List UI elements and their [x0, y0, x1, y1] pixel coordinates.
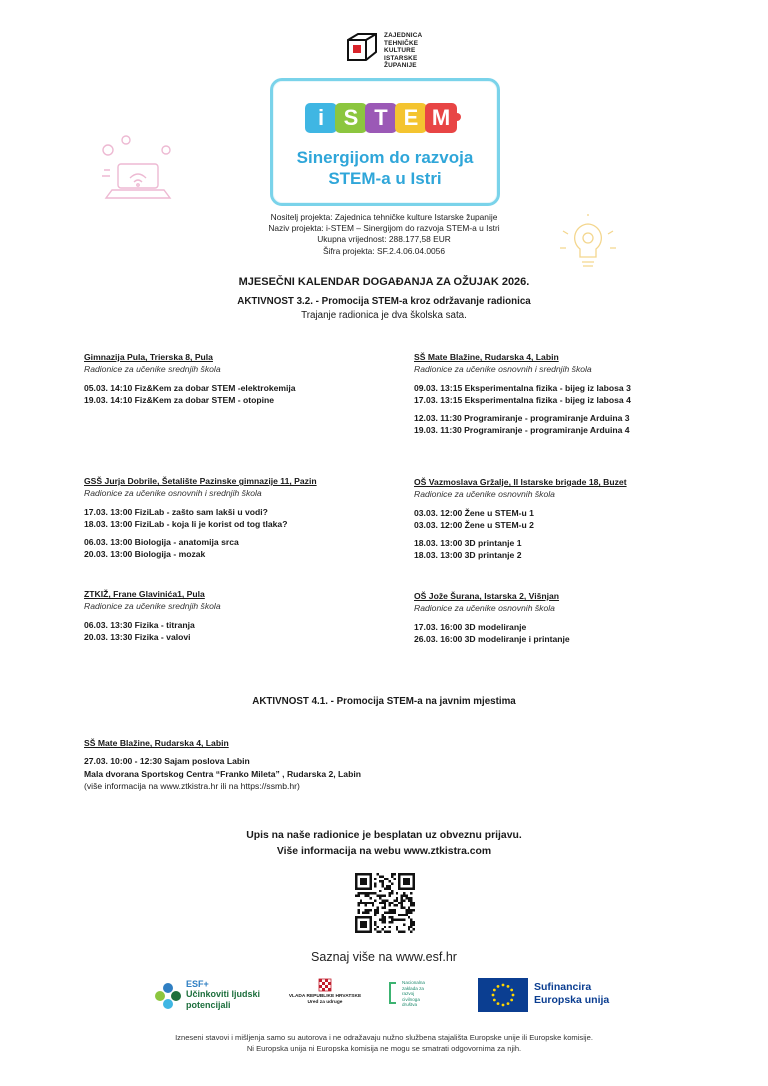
org-logo — [344, 30, 434, 70]
venue-os-joze-surana — [414, 590, 704, 646]
slogan-line: STEM-a u Istri — [328, 169, 442, 188]
eu-logo — [478, 978, 628, 1014]
project-code: Šifra projekta: SF.2.4.06.04.0056 — [323, 245, 445, 256]
eu-flag-icon — [478, 978, 528, 1012]
event-item: 06.03. 13:00 Biologija - anatomija srca — [84, 536, 239, 547]
eu-logo-text: Sufinancira Europska unija — [534, 981, 610, 1006]
event-item: 17.03. 16:00 3D modeliranje — [414, 621, 527, 632]
project-name: Naziv projekta: i-STEM – Sinergijom do razvoja STEM-a u Istri — [268, 223, 500, 234]
esf-flower-icon — [154, 980, 182, 1010]
foundation-bracket-icon — [388, 982, 400, 1004]
event-item: 26.03. 16:00 3D modeliranje i printanje — [414, 634, 570, 645]
puzzle-pieces — [305, 103, 455, 137]
venue-ss-mate-blazine — [414, 351, 704, 436]
event-item: 18.03. 13:00 3D printanje 2 — [414, 550, 522, 561]
venue-description: Radionice za učenike srednjih škola — [84, 601, 221, 612]
foundation-logo — [388, 980, 458, 1012]
activity-heading: AKTIVNOST 3.2. - Promocija STEM-a kroz održavanje radionica — [237, 296, 531, 307]
signup-line: Upis na naše radionice je besplatan uz obveznu prijavu. — [246, 830, 522, 841]
event-item: 05.03. 14:10 Fiz&Kem za dobar STEM -elektrokemija — [84, 382, 296, 393]
page-title: MJESEČNI KALENDAR DOGAĐANJA ZA OŽUJAK 2026. — [238, 276, 530, 288]
more-info-text: (više informacija na www.ztkistra.hr ili na https://ssmb.hr) — [84, 781, 300, 792]
event-item: 17.03. 13:00 FiziLab - zašto sam lakši u vodi? — [84, 506, 268, 517]
government-logo — [286, 978, 364, 1014]
event-item: 20.03. 13:00 Biologija - mozak — [84, 549, 206, 560]
event-item: 18.03. 13:00 3D printanje 1 — [414, 537, 522, 548]
event-item: 20.03. 13:30 Fizika - valovi — [84, 632, 191, 643]
venue-name: GSŠ Jurja Dobrile, Šetalište Pazinske gimnazije 11, Pazin — [84, 476, 317, 486]
event-item: 17.03. 13:15 Eksperimentalna fizika - bijeg iz labosa 4 — [414, 395, 631, 406]
slogan-line: Sinergijom do razvoja — [296, 148, 474, 167]
project-value: Ukupna vrijednost: 288.177,58 EUR — [317, 234, 451, 245]
croatian-coat-of-arms-icon — [318, 978, 332, 992]
venue-sajam-poslova — [84, 737, 504, 793]
istem-logo-card — [270, 78, 500, 206]
venue-description: Radionice za učenike osnovnih i srednjih škola — [414, 364, 592, 375]
event-item: 19.03. 14:10 Fiz&Kem za dobar STEM - otopine — [84, 395, 275, 406]
venue-description: Radionice za učenike osnovnih i srednjih škola — [84, 488, 262, 499]
venue-name: SŠ Mate Blažine, Rudarska 4, Labin — [414, 352, 559, 362]
disclaimer: Izneseni stavovi i mišljenja samo su autorova i ne odražavaju nužno službena stajališta Europske unije ili Europske komisije. Ni Europska unija ni Europska komisija ne mogu se smatrati odgovornima za njih. — [175, 1033, 593, 1053]
foundation-logo-text: Nacionalna zaklada za razvoj civilnoga društva — [402, 980, 425, 1008]
event-item: 03.03. 12:00 Žene u STEM-u 1 — [414, 507, 534, 518]
istem-slogan — [273, 147, 497, 189]
event-item: 03.03. 12:00 Žene u STEM-u 2 — [414, 520, 534, 531]
venue-ztkiz — [84, 588, 374, 644]
venue-name: ZTKIŽ, Frane Glavinića1, Pula — [84, 589, 205, 599]
puzzle-piece: E — [395, 103, 427, 133]
venue-description: Radionice za učenike osnovnih škola — [414, 489, 555, 500]
esf-website-text: Saznaj više na www.esf.hr — [311, 950, 457, 964]
puzzle-piece: T — [365, 103, 397, 133]
event-item: 19.03. 11:30 Programiranje - programiranje Arduina 4 — [414, 425, 630, 436]
puzzle-piece: i — [305, 103, 337, 133]
activity-heading: AKTIVNOST 4.1. - Promocija STEM-a na javnim mjestima — [252, 696, 516, 707]
event-item: 12.03. 11:30 Programiranje - programiranje Arduina 3 — [414, 412, 630, 423]
project-info — [0, 212, 768, 257]
venue-os-vazmoslava-grzalje — [414, 476, 704, 561]
signup-notice — [0, 828, 768, 859]
laptop-illustration — [96, 130, 188, 214]
venue-name: OŠ Jože Šurana, Istarska 2, Višnjan — [414, 591, 560, 601]
event-item: 27.03. 10:00 - 12:30 Sajam poslova Labin — [84, 756, 250, 767]
activity-duration: Trajanje radionica je dva školska sata. — [301, 310, 467, 321]
venue-gss-jurja-dobrile — [84, 475, 384, 560]
venue-description: Radionice za učenike osnovnih škola — [414, 603, 555, 614]
signup-line: Više informacija na webu www.ztkistra.com — [276, 845, 492, 857]
event-item: 06.03. 13:30 Fizika - titranja — [84, 619, 195, 630]
esf-logo-subtitle: Učinkoviti ljudski potencijali — [186, 989, 261, 1010]
venue-name: Gimnazija Pula, Trierska 8, Pula — [84, 352, 213, 362]
venue-name: SŠ Mate Blažine, Rudarska 4, Labin — [84, 738, 229, 748]
cube-logo-icon — [344, 30, 380, 66]
event-item: 18.03. 13:00 FiziLab - koja li je korist od tog tlaka? — [84, 519, 288, 530]
qr-code — [355, 873, 415, 933]
government-logo-text: VLADA REPUBLIKE HRVATSKE Ured za udruge — [288, 994, 362, 1005]
esf-logo — [154, 978, 284, 1014]
event-location: Mala dvorana Sportskog Centra “Franko Mileta” , Rudarska 2, Labin — [84, 768, 361, 779]
venue-name: OŠ Vazmoslava Gržalje, II Istarske brigade 18, Buzet — [414, 477, 627, 487]
event-item: 09.03. 13:15 Eksperimentalna fizika - bijeg iz labosa 3 — [414, 382, 631, 393]
venue-description: Radionice za učenike srednjih škola — [84, 364, 221, 375]
venue-gimnazija-pula — [84, 351, 374, 407]
org-logo-text: ZAJEDNICA TEHNIČKE KULTURE ISTARSKE ŽUPANIJE — [384, 32, 423, 70]
puzzle-piece: M — [425, 103, 457, 133]
esf-logo-title: ESF+ — [186, 979, 209, 989]
project-holder: Nositelj projekta: Zajednica tehničke kulture Istarske županije — [270, 212, 498, 222]
puzzle-piece: S — [335, 103, 367, 133]
